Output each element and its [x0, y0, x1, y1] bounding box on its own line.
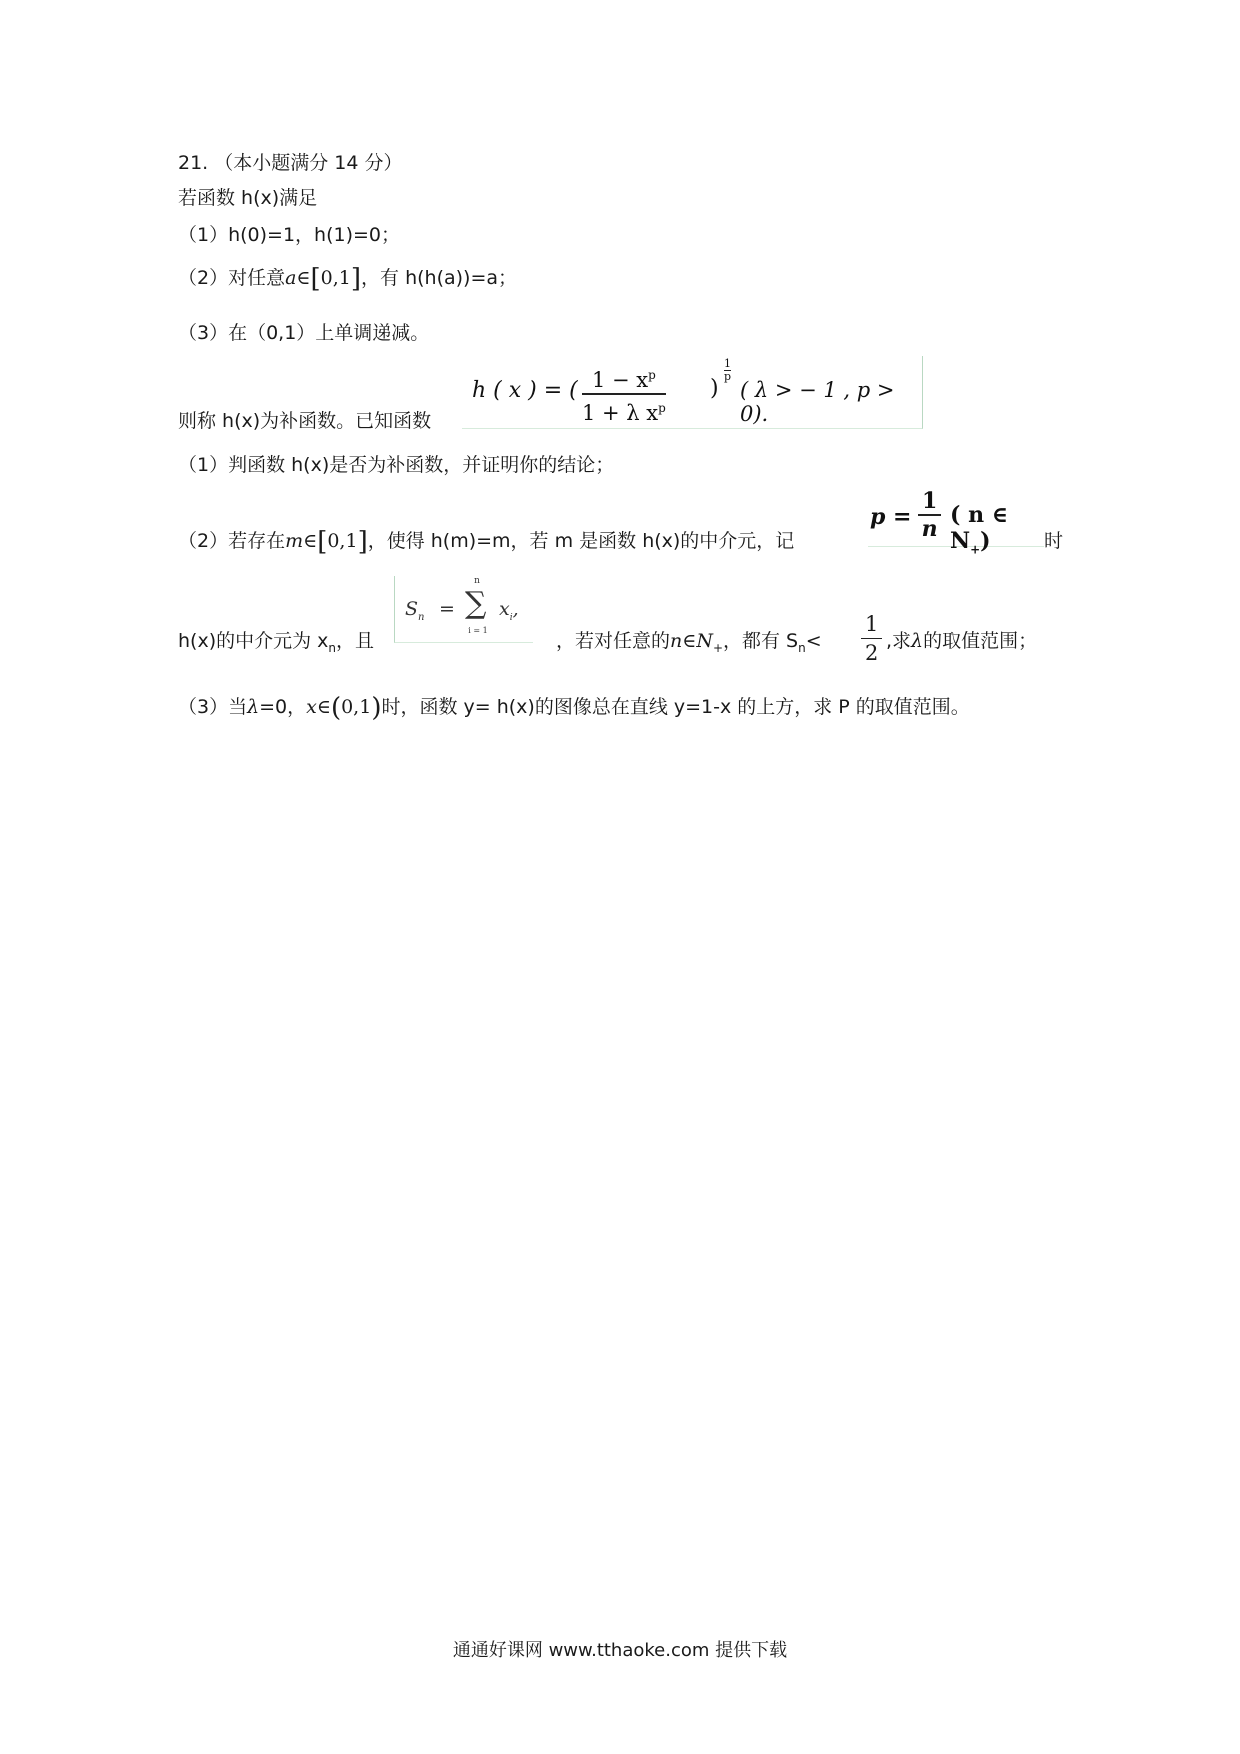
- formula-p-cond: ( n ∈ N: [950, 502, 1009, 554]
- footer-text: 通通好课网 www.tthaoke.com 提供下载: [452, 1640, 788, 1661]
- formula-sn-x-sub: i: [509, 612, 513, 623]
- condition-2: [178, 265, 517, 292]
- formula-sn-eq: =: [439, 598, 455, 620]
- formula-hx-exp-num: 1: [724, 357, 732, 370]
- formula-p-num: 1: [918, 488, 941, 516]
- formula-hx-image: [462, 356, 923, 429]
- formula-hx-lhs: h ( x ) = (: [472, 378, 578, 403]
- formula-hx-condition: ( λ > − 1 , p > 0).: [740, 378, 895, 426]
- question-2-any: ，若对任意的: [556, 630, 671, 652]
- question-2-all: ，都有 S: [723, 630, 799, 652]
- formula-sn-upper: n: [474, 576, 480, 586]
- formula-sn-s-sub: n: [418, 611, 425, 623]
- question-2-text: （2）若存在: [178, 530, 286, 552]
- question-2-math: m∈: [285, 530, 318, 552]
- condition-2-interval: 0,1: [320, 267, 351, 289]
- half-fraction: [861, 610, 882, 667]
- question-2-interval: 0,1: [327, 530, 358, 552]
- condition-2-tail: ，有 h(h(a))=a；: [361, 267, 518, 289]
- bracket-right: ]: [350, 264, 362, 294]
- formula-sn-term: [499, 598, 519, 623]
- question-3-tail: 时，函数 y= h(x)的图像总在直线 y=1-x 的上方，求 P 的取值范围。: [381, 696, 970, 718]
- definition-line: 则称 h(x)为补函数。已知函数: [178, 410, 432, 432]
- formula-p-fraction: [918, 488, 941, 542]
- question-2-n-math: n∈N: [670, 630, 713, 652]
- formula-p-lhs: p =: [870, 504, 912, 530]
- question-2-line-2b: [556, 628, 822, 661]
- formula-hx-rparen: ): [710, 376, 719, 401]
- question-2-find: ,求: [886, 630, 912, 652]
- question-3-math: x∈: [306, 696, 331, 718]
- condition-2-math: a∈: [285, 267, 311, 289]
- condition-1: （1）h(0)=1，h(1)=0；: [178, 224, 401, 246]
- paren-right: ): [371, 693, 382, 723]
- condition-3: （3）在（0,1）上单调递减。: [178, 322, 430, 344]
- formula-p-image: [868, 486, 1044, 557]
- half-den: 2: [865, 641, 879, 665]
- question-2-and: ，且: [336, 630, 375, 652]
- formula-hx-num-exp: p: [648, 368, 656, 382]
- formula-hx-den-exp: p: [658, 401, 666, 415]
- formula-sn-image: [394, 576, 533, 643]
- question-2-line-2c: [886, 628, 1037, 654]
- formula-sn-comma: ,: [512, 598, 519, 620]
- problem-intro: 若函数 h(x)满足: [178, 187, 318, 209]
- paren-left: (: [330, 693, 342, 723]
- question-2-end: 时: [1044, 530, 1064, 552]
- question-2-lambda: λ: [911, 630, 924, 652]
- question-2-line-2a: [178, 628, 374, 661]
- question-1: （1）判函数 h(x)是否为补函数，并证明你的结论；: [178, 454, 615, 476]
- question-2-line-1: [178, 528, 794, 555]
- question-2-n-sub: +: [712, 640, 724, 655]
- formula-hx-denominator: 1 + λ x: [582, 401, 659, 425]
- formula-sn-sigma: ∑: [465, 586, 487, 621]
- formula-p-den: n: [921, 516, 938, 542]
- question-2-range: 的取值范围；: [923, 630, 1038, 652]
- formula-hx-exp-den: p: [724, 370, 732, 383]
- formula-hx-numerator: 1 − x: [591, 368, 649, 392]
- question-3-lambda: λ: [247, 696, 260, 718]
- problem-header: 21. （本小题满分 14 分）: [178, 152, 403, 174]
- formula-sn-lhs: [405, 598, 424, 623]
- question-3-interval: 0,1: [341, 696, 372, 718]
- formula-p-cond-sub: +: [970, 542, 981, 557]
- question-2-xn-sub: n: [328, 640, 337, 655]
- question-2-sn-sub: n: [798, 640, 806, 655]
- bracket-right: ]: [357, 527, 368, 557]
- formula-sn-lower: i = 1: [468, 626, 488, 635]
- question-2-lt: <: [805, 630, 822, 652]
- formula-hx-fraction: [582, 362, 666, 426]
- question-3-text: （3）当: [178, 696, 248, 718]
- condition-2-text: （2）对任意: [178, 267, 286, 289]
- question-2-mid: ，使得 h(m)=m，若 m 是函数 h(x)的中介元，记: [367, 530, 795, 552]
- question-2-line-2-text: h(x)的中介元为 x: [178, 630, 329, 652]
- formula-p-close: ): [980, 528, 991, 554]
- question-3-mid: =0，: [259, 696, 307, 718]
- bracket-left: [: [317, 527, 328, 557]
- formula-hx-exponent: [724, 358, 731, 383]
- question-3: [178, 694, 970, 721]
- formula-sn-s: S: [405, 598, 419, 620]
- formula-sn-x: x: [499, 598, 510, 620]
- formula-p-condition: [950, 502, 1044, 556]
- half-num: 1: [861, 610, 882, 639]
- bracket-left: [: [310, 264, 321, 294]
